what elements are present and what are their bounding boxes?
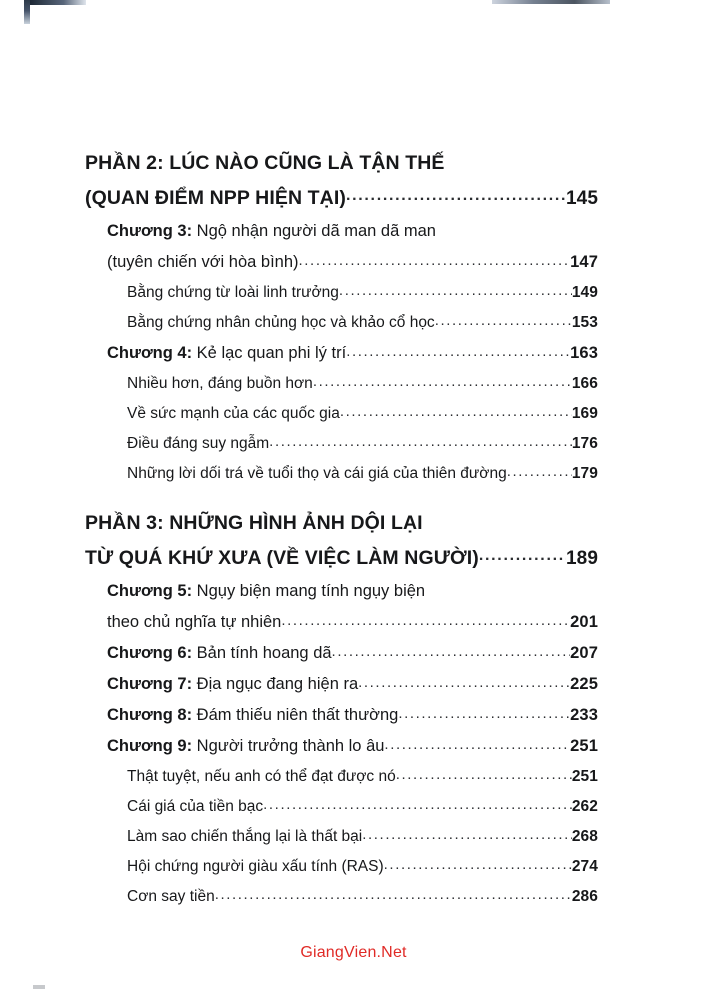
toc-part-heading[interactable]	[0, 506, 707, 541]
toc-entry-title: Cái giá của tiền bạc	[127, 798, 264, 815]
toc-section-entry[interactable]	[0, 762, 707, 792]
toc-section-entry[interactable]	[0, 308, 707, 338]
toc-page-number: 153	[571, 314, 598, 331]
toc-entry-title: Thật tuyệt, nếu anh có thể đạt được nó	[127, 768, 396, 785]
toc-dot-leader	[396, 760, 572, 790]
toc-section-entry[interactable]	[0, 399, 707, 429]
toc-page-number: 262	[571, 798, 598, 815]
toc-page-number: 176	[571, 435, 598, 452]
toc-entry-chapter-label: Chương 6:	[107, 644, 193, 662]
toc-entry-chapter-label: Chương 7:	[107, 675, 193, 693]
toc-dot-leader	[435, 306, 572, 336]
toc-section-entry[interactable]	[0, 792, 707, 822]
toc-chapter-entry[interactable]	[0, 247, 707, 278]
toc-part-heading[interactable]	[0, 146, 707, 181]
toc-dot-leader	[339, 276, 572, 306]
toc-entry-title: Cơn say tiền	[127, 888, 215, 905]
toc-dot-leader	[281, 605, 570, 636]
toc-chapter-entry[interactable]	[0, 700, 707, 731]
toc-entry-chapter-label: Chương 4:	[107, 344, 193, 362]
toc-dot-leader	[269, 427, 572, 457]
toc-section-entry[interactable]	[0, 459, 707, 489]
toc-entry-title: Chương 9: Người trưởng thành lo âu	[107, 737, 385, 755]
toc-entry-chapter-label: Chương 9:	[107, 737, 193, 755]
toc-part-heading[interactable]	[0, 541, 707, 576]
toc-entry-title: Bằng chứng từ loài linh trưởng	[127, 284, 339, 301]
toc-section-entry[interactable]	[0, 278, 707, 308]
toc-page-number: 268	[571, 828, 598, 845]
toc-entry-title: Hội chứng người giàu xấu tính (RAS)	[127, 858, 384, 875]
toc-entry-title: Chương 5: Ngụy biện mang tính ngụy biện	[107, 582, 426, 600]
toc-chapter-entry[interactable]	[0, 216, 707, 247]
scan-artifact-top-right-smudge	[492, 0, 610, 4]
toc-entry-chapter-label: Chương 3:	[107, 222, 193, 240]
toc-entry-title: Nhiều hơn, đáng buồn hơn	[127, 375, 313, 392]
toc-part-heading[interactable]	[0, 181, 707, 216]
toc-dot-leader	[263, 790, 572, 820]
toc-page-number: 169	[571, 405, 598, 422]
toc-chapter-entry[interactable]	[0, 638, 707, 669]
toc-entry-title: Làm sao chiến thắng lại là thất bại	[127, 828, 363, 845]
toc-entry-title: Chương 4: Kẻ lạc quan phi lý trí	[107, 344, 347, 362]
toc-dot-leader	[215, 880, 572, 910]
toc-entry-title: theo chủ nghĩa tự nhiên	[107, 613, 282, 631]
toc-entry-title: Về sức mạnh của các quốc gia	[127, 405, 340, 422]
toc-entry-title: PHẦN 2: LÚC NÀO CŨNG LÀ TẬN THẾ	[85, 152, 445, 174]
toc-entry-title: Điều đáng suy ngẫm	[127, 435, 270, 452]
toc-section-entry[interactable]	[0, 882, 707, 912]
toc-page-number: 147	[570, 253, 598, 271]
toc-page-number: 251	[571, 768, 598, 785]
toc-page-number: 274	[571, 858, 598, 875]
toc-section-entry[interactable]	[0, 822, 707, 852]
toc-page-number: 201	[570, 613, 598, 631]
toc-chapter-entry[interactable]	[0, 607, 707, 638]
toc-dot-leader	[398, 698, 570, 729]
toc-entry-title: Bằng chứng nhân chủng học và khảo cổ học	[127, 314, 435, 331]
toc-section-entry[interactable]	[0, 429, 707, 459]
toc-dot-leader	[384, 850, 572, 880]
toc-entry-title: (tuyên chiến với hòa bình)	[107, 253, 299, 271]
toc-chapter-entry[interactable]	[0, 338, 707, 369]
toc-entry-title: Chương 8: Đám thiếu niên thất thường	[107, 706, 399, 724]
toc-dot-leader	[479, 538, 566, 573]
toc-page-number: 207	[570, 644, 598, 662]
toc-dot-leader	[362, 820, 572, 850]
watermark-text: GiangVien.Net	[300, 944, 407, 961]
scan-artifact-top-left-smudge	[30, 0, 86, 5]
toc-dot-leader	[358, 667, 570, 698]
toc-dot-leader	[346, 178, 566, 213]
toc-page-number: 149	[571, 284, 598, 301]
toc-page-number: 286	[571, 888, 598, 905]
toc-entry-title: Chương 7: Địa ngục đang hiện ra	[107, 675, 359, 693]
toc-page-number: 166	[571, 375, 598, 392]
toc-page-number: 251	[570, 737, 598, 755]
toc-page-number: 233	[570, 706, 598, 724]
toc-dot-leader	[346, 336, 570, 367]
toc-entry-title: Chương 6: Bản tính hoang dã	[107, 644, 332, 662]
toc-section-entry[interactable]	[0, 369, 707, 399]
toc-entry-title: (QUAN ĐIỂM NPP HIỆN TẠI)	[85, 187, 346, 209]
scan-artifact-corner-mark	[24, 0, 30, 24]
toc-chapter-entry[interactable]	[0, 731, 707, 762]
scan-artifact-bottom-dash	[33, 985, 45, 989]
toc-dot-leader	[384, 729, 570, 760]
toc-chapter-entry[interactable]	[0, 576, 707, 607]
toc-entry-title: PHẦN 3: NHỮNG HÌNH ẢNH DỘI LẠI	[85, 512, 423, 534]
toc-dot-leader	[299, 245, 571, 276]
toc-page-number: 145	[565, 188, 598, 209]
toc-page-number: 163	[570, 344, 598, 362]
toc-dot-leader	[507, 457, 572, 487]
toc-dot-leader	[332, 636, 571, 667]
toc-entry-chapter-label: Chương 8:	[107, 706, 193, 724]
toc-entry-chapter-label: Chương 5:	[107, 582, 193, 600]
toc-entry-title: Chương 3: Ngộ nhận người dã man dã man	[107, 222, 436, 240]
toc-part-block	[0, 506, 707, 912]
toc-section-entry[interactable]	[0, 852, 707, 882]
toc-dot-leader	[340, 397, 572, 427]
toc-page-number: 225	[570, 675, 598, 693]
toc-part-block	[0, 146, 707, 489]
toc-dot-leader	[313, 367, 572, 397]
toc-chapter-entry[interactable]	[0, 669, 707, 700]
footer-watermark	[0, 944, 707, 962]
toc-entry-title: TỪ QUÁ KHỨ XƯA (VỀ VIỆC LÀM NGƯỜI)	[85, 547, 479, 569]
toc-entry-title: Những lời dối trá về tuổi thọ và cái giá của thiên đường	[127, 465, 507, 482]
toc-page-number: 189	[565, 548, 598, 569]
toc-page-number: 179	[571, 465, 598, 482]
